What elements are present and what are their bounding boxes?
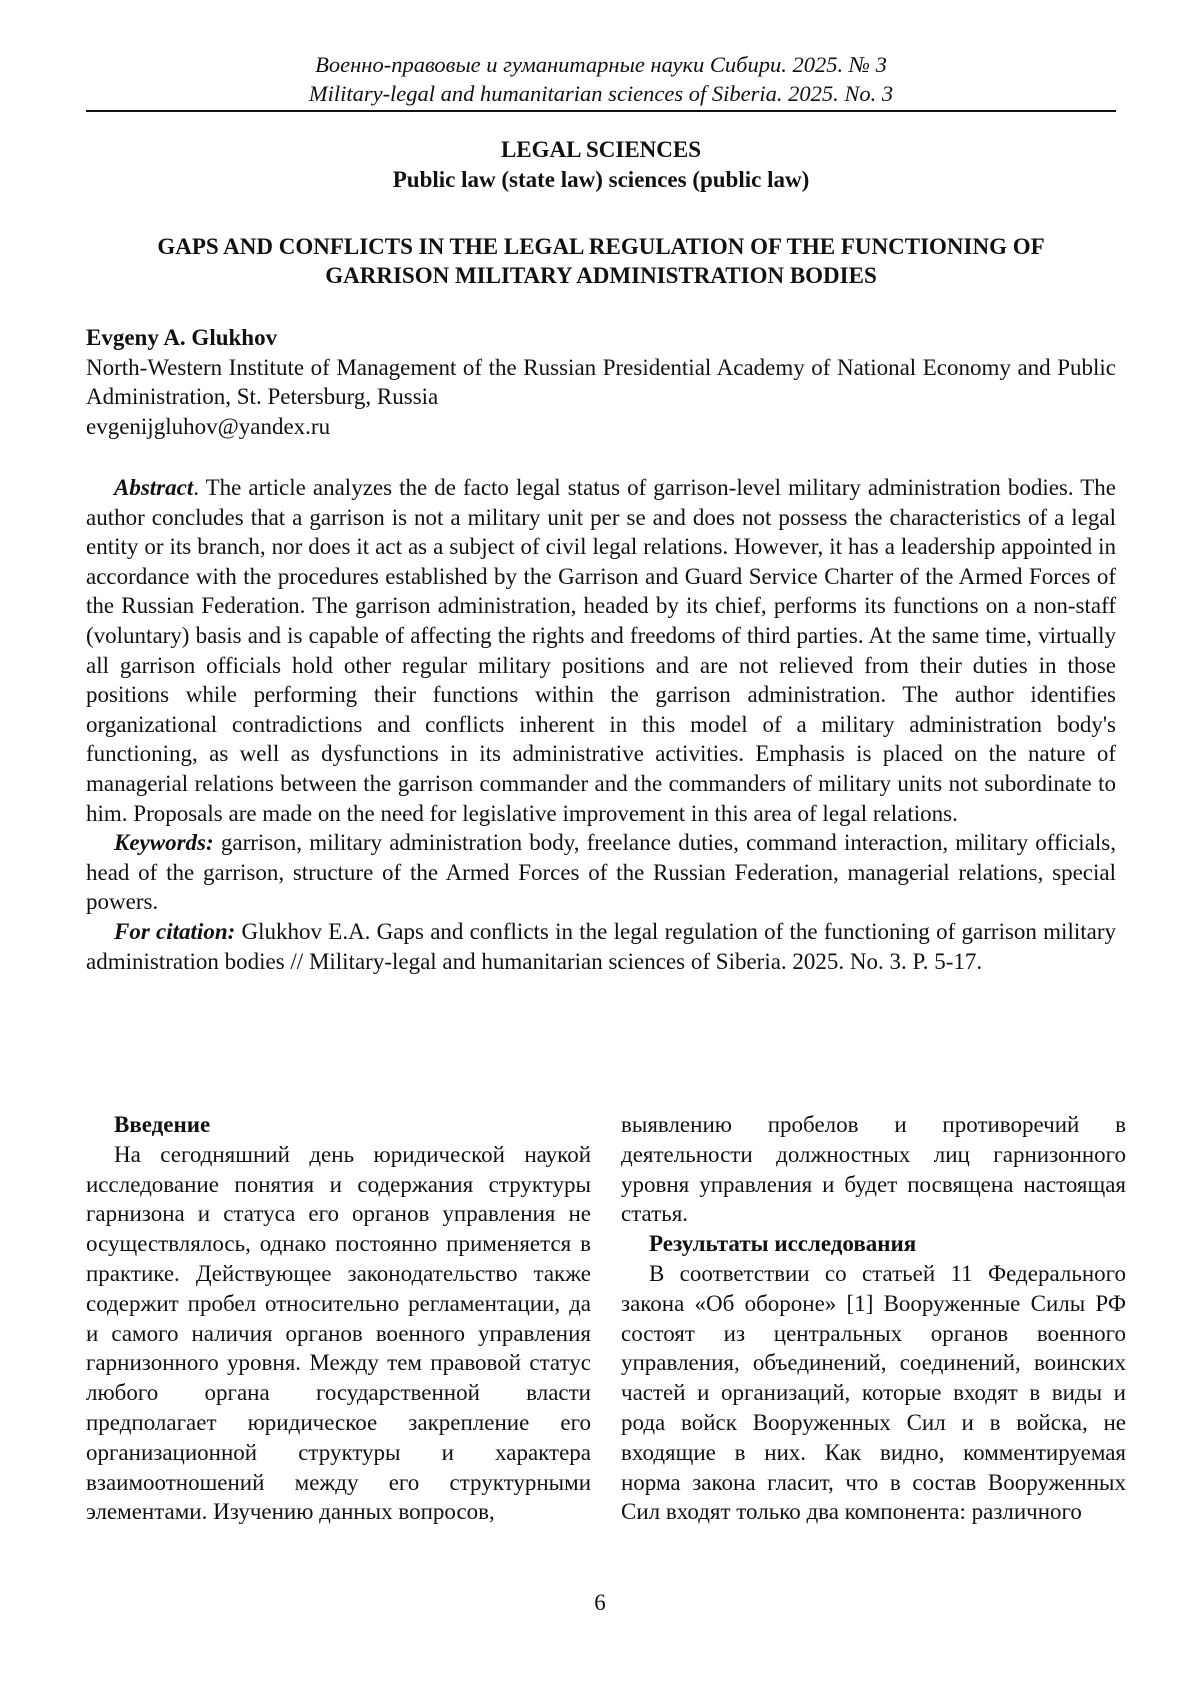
author-name: Evgeny A. Glukhov [86, 325, 278, 350]
title-line-2: GARRISON MILITARY ADMINISTRATION BODIES [325, 263, 877, 288]
page-number: 6 [594, 1590, 606, 1615]
header-line-en: Military-legal and humanitarian sciences of Siberia. 2025. No. 3 [308, 81, 894, 106]
abstract-block [86, 473, 1116, 976]
header-line-ru: Военно-правовые и гуманитарные науки Сибири. 2025. № 3 [315, 52, 887, 77]
abstract-text: . The article analyzes the de facto legal status of garrison-level military administration bodies. The author concludes that a garrison is not a military unit per se and does not possess the characteristics of a legal entity or its branch, nor does it act as a subject of civil legal relations. However, it has a leadership appointed in accordance with the procedures established by the Garrison and Guard Service Charter of the Armed Forces of the Russian Federation. The garrison administration, headed by its chief, performs its functions on a non-staff (voluntary) basis and is capable of affecting the rights and freedoms of third parties. At the same time, virtually all garrison officials hold other regular military positions and are not relieved from their duties in those positions while performing their functions within the garrison administration. The author identifies organizational contradictions and conflicts inherent in this model of a military administration body's functioning, as well as dysfunctions in its administrative activities. Emphasis is placed on the nature of managerial relations between the garrison commander and the commanders of military units not subordinate to him. Proposals are made on the need for legislative improvement in this area of legal relations. [86, 475, 1116, 826]
body-column-left [86, 1110, 591, 1527]
author-affiliation: North-Western Institute of Management of the Russian Presidential Academy of National Economy and Public Administration, St. Petersburg, Russia [86, 354, 1116, 409]
abstract-paragraph [86, 473, 1116, 828]
article-title [86, 232, 1116, 290]
subsection-label: Public law (state law) sciences (public law) [392, 167, 810, 192]
title-line-1: GAPS AND CONFLICTS IN THE LEGAL REGULATION OF THE FUNCTIONING OF [157, 234, 1045, 259]
citation-text: Glukhov E.A. Gaps and conflicts in the legal regulation of the functioning of garrison military administration bodies // Military-legal and humanitarian sciences of Siberia. 2025. No. 3. P. 5-17. [86, 918, 1116, 974]
intro-heading: Введение [114, 1112, 211, 1137]
running-header [86, 50, 1116, 108]
results-paragraph: В соответствии со статьей 11 Федерального закона «Об обороне» [1] Вооруженные Силы РФ состоят из центральных органов военного управления, объединений, соединений, воинских частей и организаций, которые входят в виды и рода войск Вооруженных Сил и в войска, не входящие в них. Как видно, комментируемая норма закона гласит, что в состав Вооруженных Сил входят только два компонента: различного [621, 1260, 1126, 1525]
citation-label: For citation: [114, 918, 236, 944]
science-label: LEGAL SCIENCES [500, 137, 702, 162]
citation-paragraph [86, 917, 1116, 976]
body-column-right [621, 1110, 1126, 1527]
header-rule [86, 110, 1116, 112]
results-heading: Результаты исследования [649, 1231, 917, 1257]
intro-paragraph: На сегодняшний день юридической наукой исследование понятия и содержания структуры гарнизона и статуса его органов управления не осуществлялось, однако постоянно применяется в практике. Действующее законодательство также содержит пробел относительно регламентации, да и самого наличия органов военного управления гарнизонного уровня. Между тем правовой статус любого органа государственной власти предполагает юридическое закрепление его организационной структуры и характера взаимоотношений между его структурными элементами. Изучению данных вопросов, [86, 1141, 591, 1525]
abstract-label: Abstract [114, 475, 194, 500]
keywords-label: Keywords: [114, 830, 214, 856]
intro-continuation: выявлению пробелов и противоречий в деятельности должностных лиц гарнизонного уровня управления и будет посвящена настоящая статья. [621, 1112, 1126, 1227]
author-block [86, 323, 1116, 441]
keywords-text: garrison, military administration body, freelance duties, command interaction, military officials, head of the garrison, structure of the Armed Forces of the Russian Federation, managerial relations, special powers. [86, 830, 1116, 915]
keywords-paragraph [86, 828, 1116, 917]
author-email[interactable]: evgenijgluhov@yandex.ru [86, 413, 331, 439]
section-heading [86, 135, 1116, 195]
